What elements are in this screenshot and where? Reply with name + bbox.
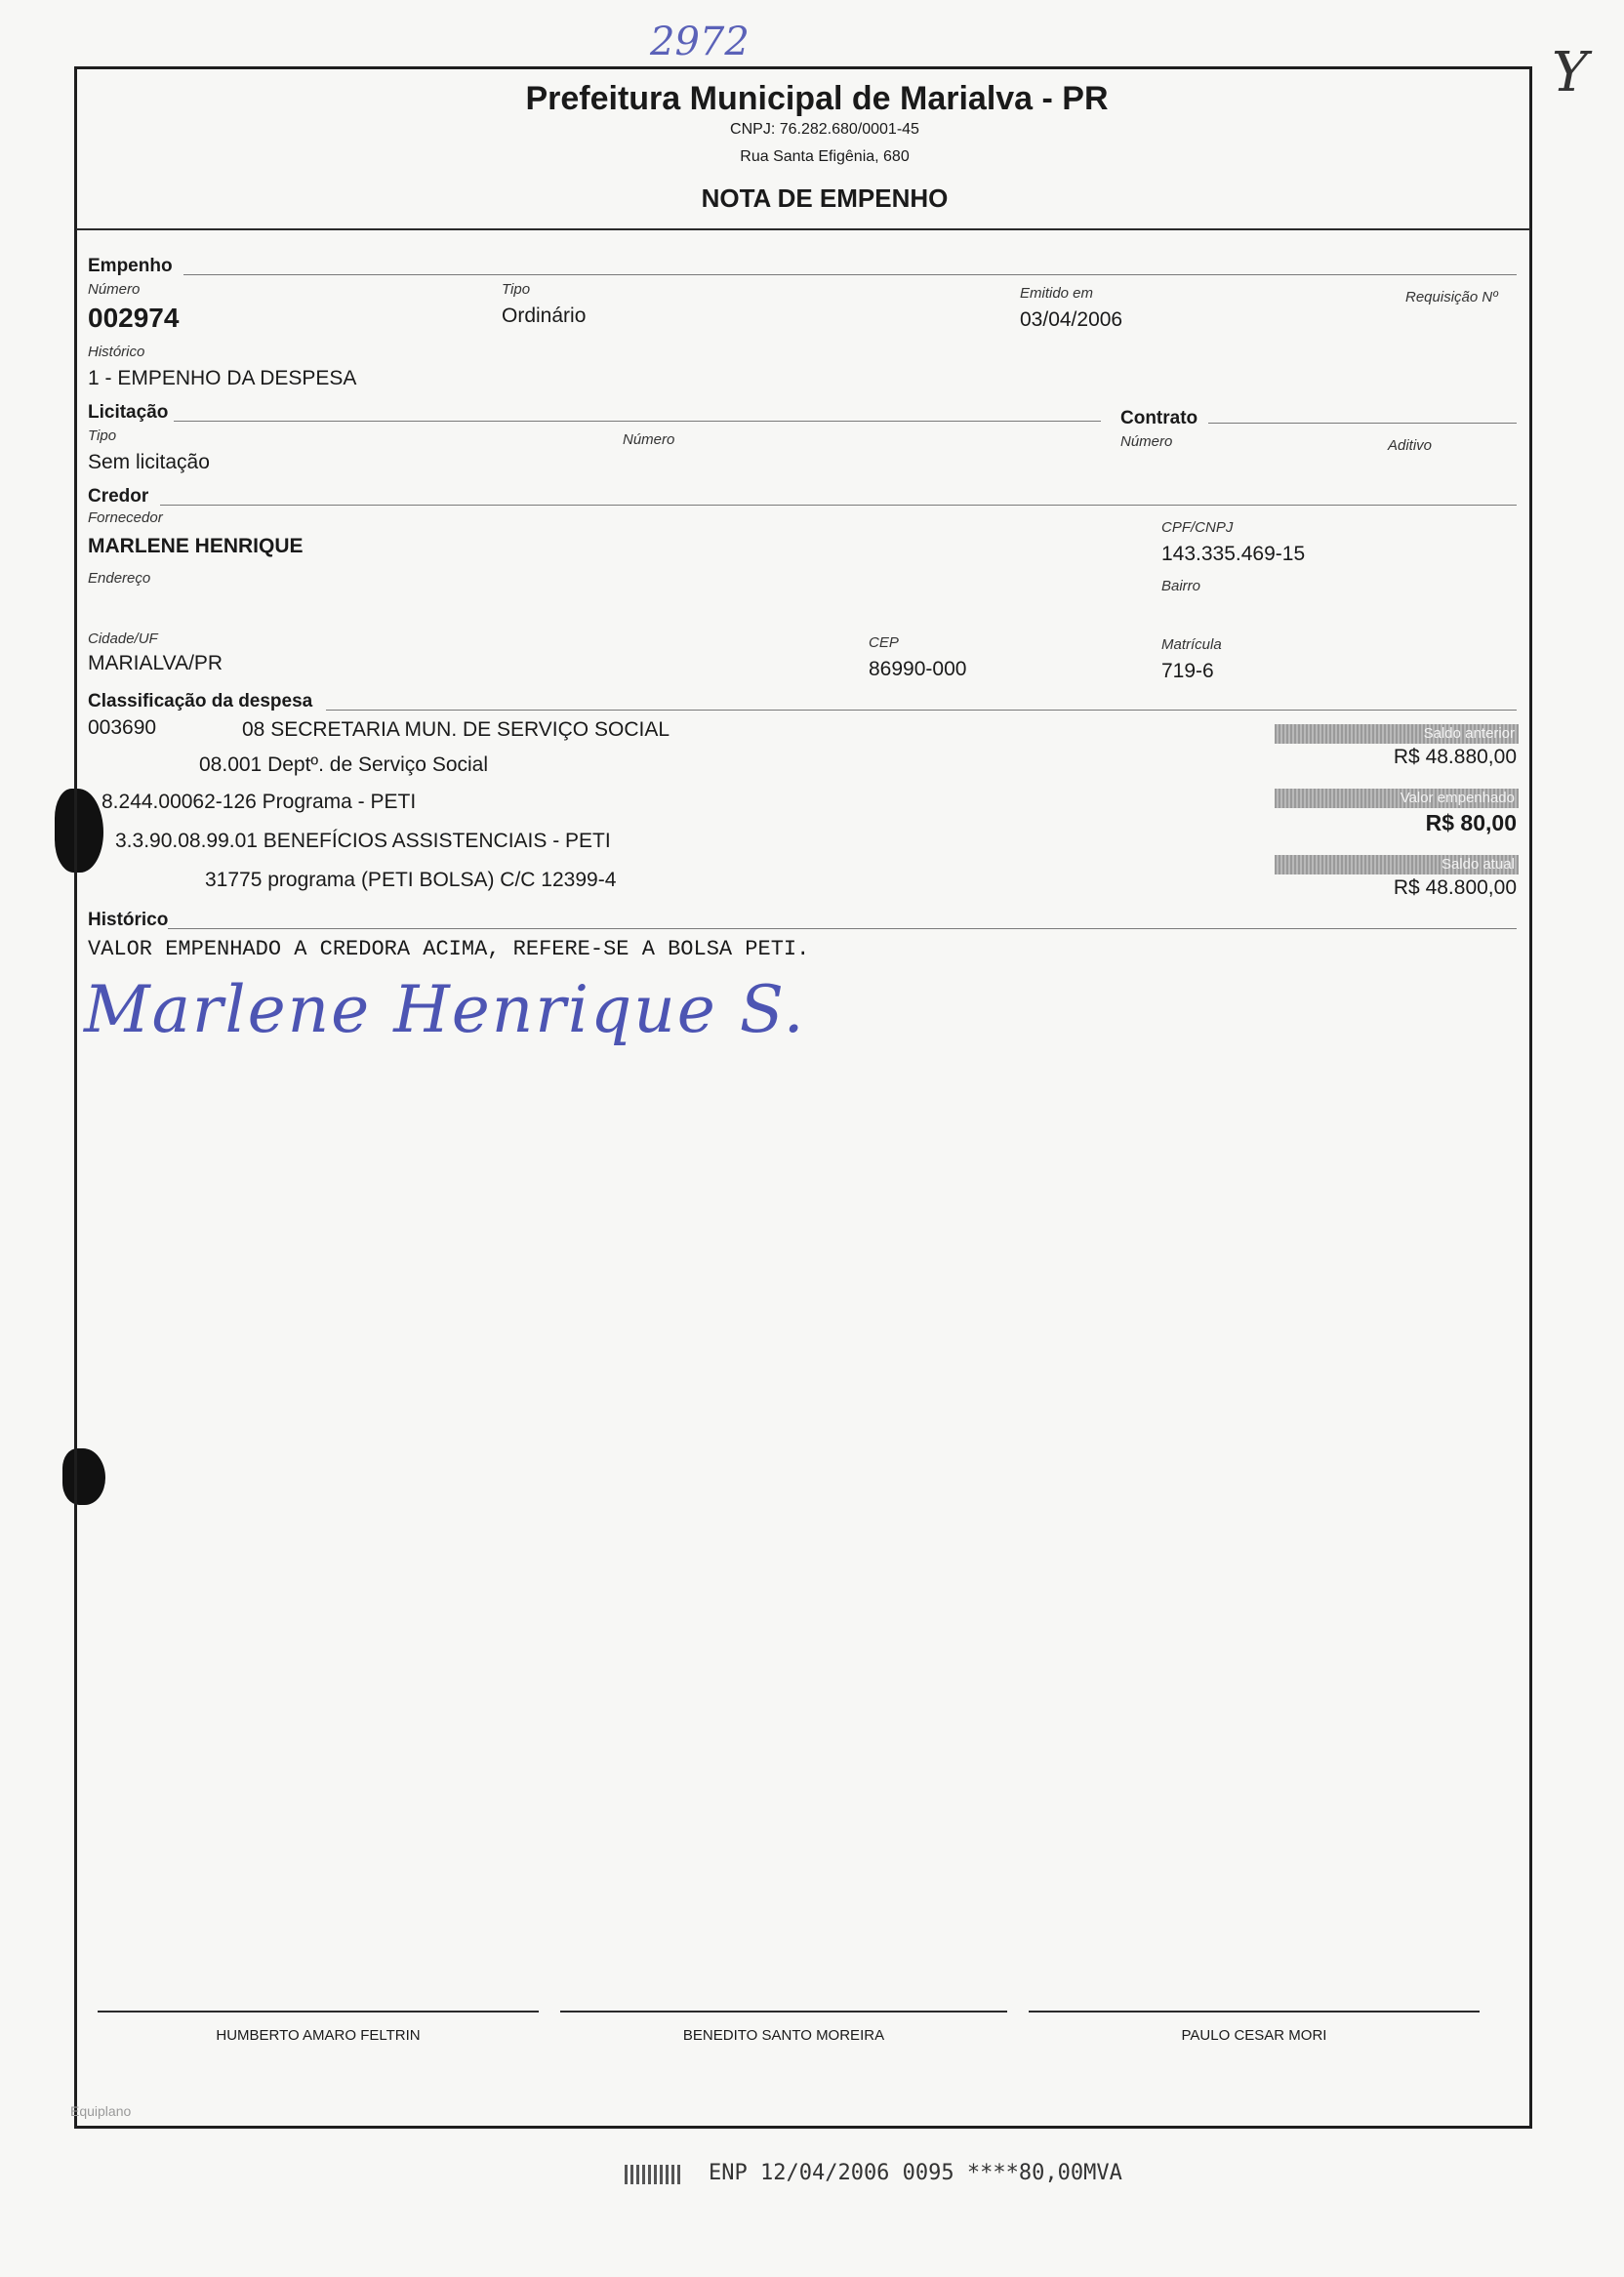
matricula-label: Matrícula: [1161, 636, 1222, 653]
section-historico: Histórico: [88, 910, 169, 930]
tipo-label: Tipo: [502, 281, 531, 298]
address-line: Rua Santa Efigênia, 680: [740, 148, 910, 165]
valor-empenhado-value: R$ 80,00: [1425, 810, 1517, 835]
empenho-historico-label: Histórico: [88, 344, 145, 360]
departamento-line: 08.001 Deptº. de Serviço Social: [199, 753, 489, 776]
classificacao-rule: [326, 710, 1517, 711]
signature-line-1: [98, 2011, 539, 2013]
cep-value: 86990-000: [869, 658, 967, 680]
historico-rule: [168, 928, 1517, 929]
signature-line-2: [560, 2011, 1007, 2013]
emission-date: 03/04/2006: [1020, 308, 1123, 331]
section-licitacao: Licitação: [88, 402, 169, 423]
recurso-line: 31775 programa (PETI BOLSA) C/C 12399-4: [205, 869, 617, 891]
signature-line-3: [1029, 2011, 1480, 2013]
contrato-rule: [1208, 423, 1517, 424]
contrato-aditivo-label: Aditivo: [1388, 437, 1433, 454]
fornecedor-name: MARLENE HENRIQUE: [88, 535, 304, 557]
signatory-3: PAULO CESAR MORI: [1181, 2027, 1327, 2044]
empenho-number: 002974: [88, 303, 180, 333]
header-divider: [76, 228, 1530, 230]
contrato-numero-label: Número: [1120, 433, 1173, 450]
valor-empenhado-label: Valor empenhado: [1275, 789, 1519, 808]
empenho-tipo: Ordinário: [502, 305, 587, 327]
saldo-atual-label: Saldo atual: [1275, 855, 1519, 874]
bank-stamp: ENP 12/04/2006 0095 ****80,00MVA: [709, 2161, 1122, 2185]
requisicao-label: Requisição Nº: [1405, 289, 1498, 305]
bairro-label: Bairro: [1161, 578, 1201, 594]
cidade-label: Cidade/UF: [88, 630, 158, 647]
section-classificacao: Classificação da despesa: [88, 691, 313, 712]
empenho-rule: [183, 274, 1517, 275]
signatory-2: BENEDITO SANTO MOREIRA: [682, 2027, 885, 2044]
fornecedor-label: Fornecedor: [88, 509, 163, 526]
classificacao-code: 003690: [88, 716, 157, 739]
section-empenho: Empenho: [88, 256, 173, 276]
licitacao-tipo: Sem licitação: [88, 451, 210, 473]
document-title: NOTA DE EMPENHO: [701, 183, 949, 213]
saldo-anterior-label: Saldo anterior: [1275, 724, 1519, 744]
signatory-1: HUMBERTO AMARO FELTRIN: [216, 2027, 421, 2044]
emitido-label: Emitido em: [1020, 285, 1094, 302]
elemento-line: 3.3.90.08.99.01 BENEFÍCIOS ASSISTENCIAIS - PETI: [115, 830, 611, 852]
section-credor: Credor: [88, 486, 149, 507]
secretaria-line: 08 SECRETARIA MUN. DE SERVIÇO SOCIAL: [242, 718, 670, 741]
software-footer: Equiplano: [70, 2103, 132, 2119]
cep-label: CEP: [869, 634, 899, 651]
creditor-signature: Marlene Henrique S.: [84, 972, 806, 1047]
endereco-label: Endereço: [88, 570, 151, 587]
saldo-anterior-value: R$ 48.880,00: [1393, 746, 1517, 768]
municipality-title: Prefeitura Municipal de Marialva - PR: [525, 80, 1109, 117]
licitacao-tipo-label: Tipo: [88, 427, 117, 444]
matricula-value: 719-6: [1161, 660, 1214, 682]
handwritten-corner-mark: Y: [1552, 41, 1588, 104]
section-contrato: Contrato: [1120, 408, 1198, 428]
handwritten-number: 2972: [650, 20, 750, 64]
cpf-label: CPF/CNPJ: [1161, 519, 1234, 536]
cnpj-line: CNPJ: 76.282.680/0001-45: [730, 121, 919, 138]
cidade-value: MARIALVA/PR: [88, 652, 223, 674]
empenho-historico: 1 - EMPENHO DA DESPESA: [88, 367, 357, 389]
credor-rule: [160, 505, 1517, 506]
programa-line: 8.244.00062-126 Programa - PETI: [102, 791, 417, 813]
numero-label: Número: [88, 281, 141, 298]
licitacao-numero-label: Número: [623, 431, 675, 448]
historico-text: VALOR EMPENHADO A CREDORA ACIMA, REFERE-SE A BOLSA PETI.: [88, 937, 810, 961]
bank-stamp-glyph: [625, 2165, 683, 2184]
licitacao-rule: [174, 421, 1101, 422]
saldo-atual-value: R$ 48.800,00: [1393, 876, 1517, 899]
cpf-value: 143.335.469-15: [1161, 543, 1306, 565]
